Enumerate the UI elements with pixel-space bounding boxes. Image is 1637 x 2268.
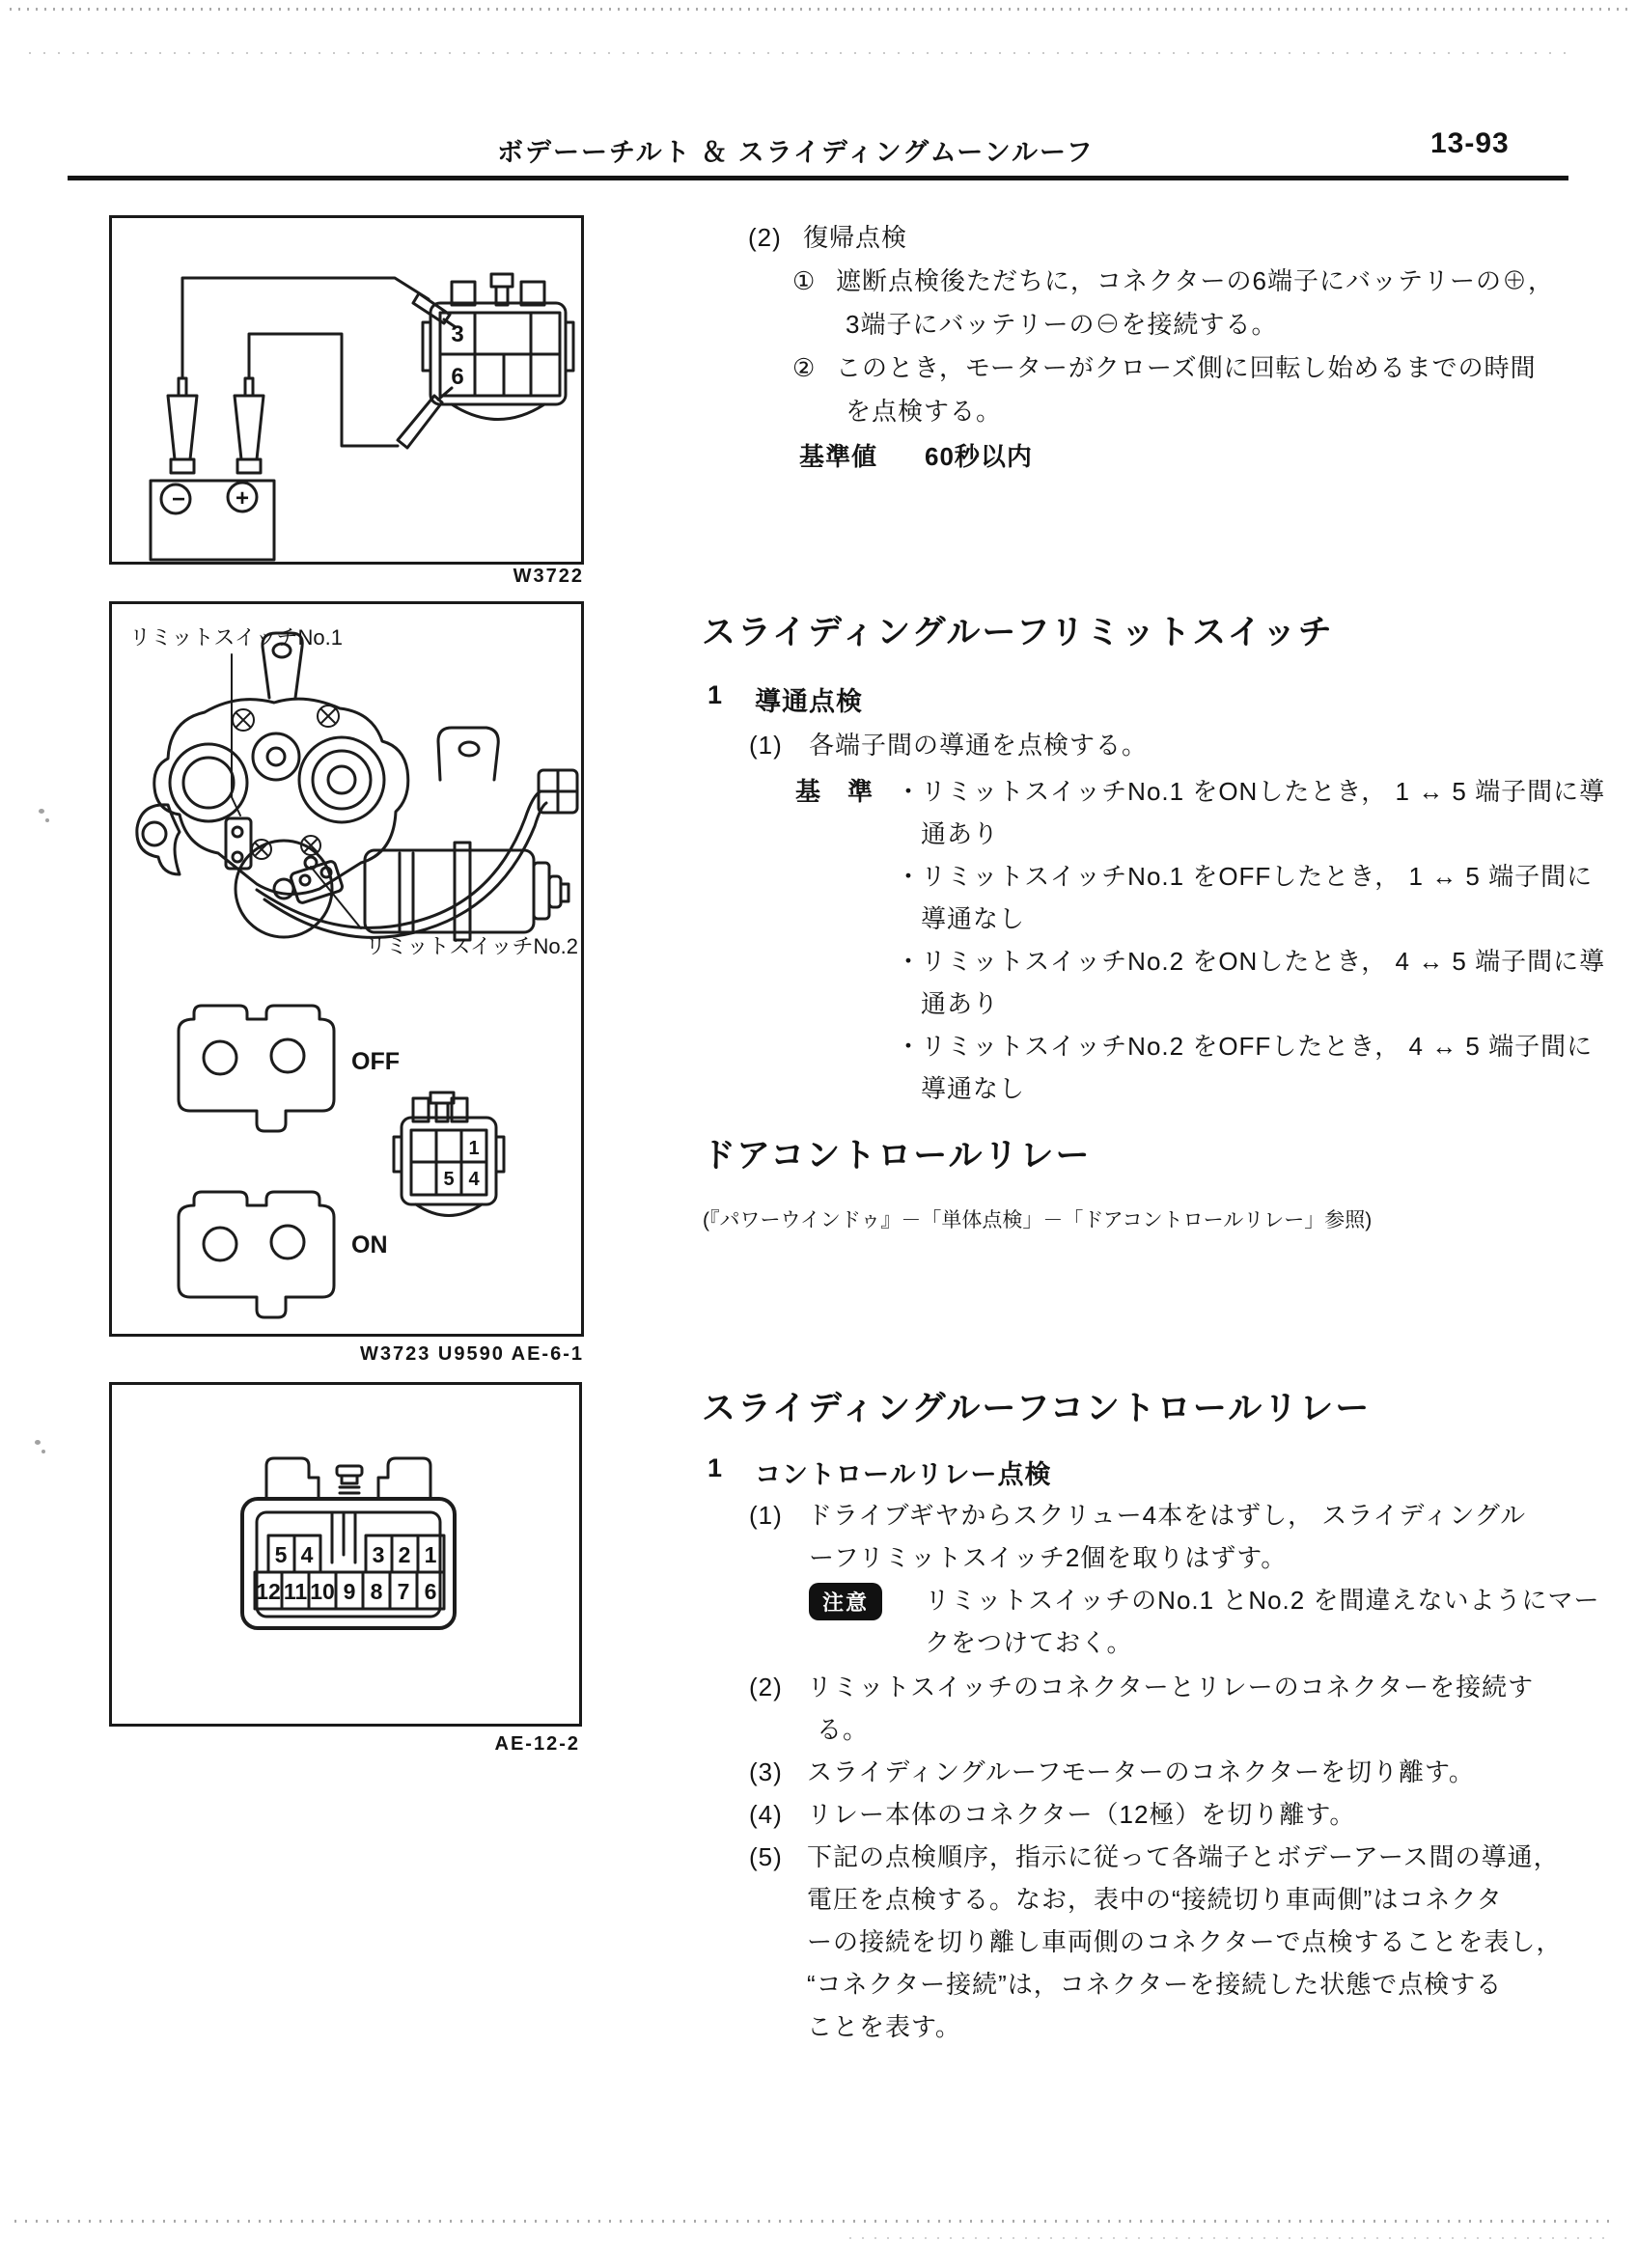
bullet-mark: ・	[896, 1032, 923, 1061]
figure-battery-connector	[109, 215, 584, 565]
page-number: 13-93	[1430, 127, 1510, 159]
relay-pin-label: 10	[310, 1579, 335, 1604]
scan-speck	[35, 1440, 41, 1445]
relay-pin-label: 2	[398, 1542, 411, 1567]
scan-speck	[45, 818, 49, 822]
note-text: リミットスイッチのNo.1 とNo.2 を間違えないようにマー	[925, 1586, 1600, 1615]
pin1-label: 1	[468, 1138, 480, 1159]
item-text: る。	[817, 1715, 870, 1744]
relay-pin-label: 5	[274, 1542, 288, 1567]
relay-pin-label: 1	[424, 1542, 437, 1567]
scan-speck	[39, 809, 44, 814]
standard-label: 基準値	[799, 442, 878, 471]
relay-pin-label: 7	[397, 1579, 410, 1604]
bullet-text: リミットスイッチNo.1 をONしたとき， 1 ↔ 5 端子間に導	[921, 777, 1606, 806]
figure-caption: W3723 U9590 AE-6-1	[359, 1343, 584, 1365]
item-text: “コネクター接続”は，コネクターを接続した状態で点検する	[807, 1970, 1503, 1999]
step-number: ①	[792, 266, 817, 295]
step-text: 遮断点検後ただちに，コネクターの6端子にバッテリーの⊕，	[836, 266, 1554, 295]
scan-noise-bottom2	[849, 2237, 1612, 2239]
bullet-text: 通あり	[921, 989, 1000, 1018]
item-number: (3)	[749, 1757, 783, 1786]
caution-badge: 注意	[809, 1583, 882, 1620]
step-text: を点検する。	[846, 397, 1003, 426]
reference-text: (『パワーウインドゥ』－「単体点検」－「ドアコントロールリレー」参照)	[703, 1209, 1373, 1231]
bullet-text: リミットスイッチNo.1 をOFFしたとき， 1 ↔ 5 端子間に	[921, 862, 1594, 891]
bullet-text: 通あり	[921, 819, 1000, 848]
pin5-label: 5	[443, 1169, 455, 1190]
battery-minus-label: −	[171, 486, 186, 512]
figure-caption: W3722	[513, 566, 584, 587]
item-text: スライディングルーフモーターのコネクターを切り離す。	[807, 1757, 1475, 1786]
figure-limit-switch-assembly	[109, 601, 584, 1337]
sub-number: 1	[708, 1453, 724, 1482]
scan-speck	[42, 1450, 45, 1453]
scan-noise-bottom	[14, 2220, 1617, 2223]
off-label: OFF	[351, 1048, 400, 1075]
relay-pin-label: 8	[370, 1579, 383, 1604]
limit-switch1-label: リミットスイッチNo.1	[129, 625, 343, 650]
step-number: ②	[792, 353, 817, 382]
item-number: (2)	[749, 1673, 783, 1701]
relay-pin-label: 4	[300, 1542, 314, 1567]
item-title: 復帰点検	[803, 223, 908, 252]
bullet-text: 導通なし	[921, 1074, 1026, 1103]
relay-pin-label: 3	[372, 1542, 385, 1567]
sub-title: コントロールリレー点検	[755, 1460, 1052, 1489]
scan-noise-top	[10, 8, 1627, 11]
step-text: 3端子にバッテリーの⊖を接続する。	[846, 310, 1278, 339]
page-title: ボデーーチルト ＆ スライディングムーンルーフ	[497, 138, 1095, 167]
section-heading: スライディングルーフコントロールリレー	[702, 1390, 1372, 1427]
bullet-mark: ・	[896, 777, 923, 806]
header-rule	[68, 176, 1568, 180]
scan-noise-top2	[29, 52, 1573, 54]
relay-pin-label: 9	[343, 1579, 356, 1604]
item-number: (1)	[749, 731, 783, 760]
bullet-text: 導通なし	[921, 904, 1026, 933]
relay-pin-label: 11	[283, 1579, 308, 1604]
battery-plus-label: +	[235, 485, 250, 512]
on-label: ON	[351, 1231, 388, 1258]
section-heading: スライディングルーフリミットスイッチ	[702, 614, 1334, 651]
relay-connector-diagram	[112, 1385, 579, 1724]
item-text: リレー本体のコネクター（12極）を切り離す。	[807, 1800, 1356, 1829]
figure-relay-connector	[109, 1382, 582, 1727]
relay-pin-label: 6	[424, 1579, 437, 1604]
item-number: (4)	[749, 1800, 783, 1829]
test-lead-wire	[249, 334, 398, 446]
item-text: 電圧を点検する。なお，表中の“接続切り車両側”はコネクタ	[807, 1885, 1503, 1914]
item-number: (1)	[749, 1501, 783, 1530]
pin4-label: 4	[468, 1169, 480, 1190]
section-heading: ドアコントロールリレー	[702, 1137, 1092, 1175]
sub-title: 導通点検	[755, 687, 863, 716]
connector-pin6-label: 6	[451, 364, 464, 390]
bullet-text: リミットスイッチNo.2 をOFFしたとき， 4 ↔ 5 端子間に	[921, 1032, 1594, 1061]
item-text: ドライブギヤからスクリュー4本をはずし， スライディングル	[807, 1501, 1527, 1530]
bullet-text: リミットスイッチNo.2 をONしたとき， 4 ↔ 5 端子間に導	[921, 947, 1606, 976]
limit-switch2-label: リミットスイッチNo.2	[365, 934, 578, 958]
bullet-mark: ・	[896, 947, 923, 976]
note-text: クをつけておく。	[925, 1628, 1133, 1657]
item-text: 各端子間の導通を点検する。	[809, 731, 1149, 760]
limit-switch-diagram	[112, 604, 581, 1334]
step-text: このとき，モーターがクローズ側に回転し始めるまでの時間	[836, 353, 1537, 382]
battery-connector-diagram	[112, 218, 581, 562]
item-number: (5)	[749, 1842, 783, 1871]
standard-value: 60秒以内	[925, 442, 1033, 471]
item-text: ことを表す。	[807, 2012, 961, 2041]
standard-label: 基 準	[795, 777, 874, 806]
item-text: 下記の点検順序，指示に従って各端子とボデーアース間の導通，	[807, 1842, 1560, 1871]
sub-number: 1	[708, 680, 724, 709]
relay-pin-label: 12	[256, 1579, 281, 1604]
figure-caption: AE-12-2	[494, 1733, 580, 1755]
connector-pin3-label: 3	[451, 321, 464, 347]
test-lead-wire	[182, 278, 429, 378]
item-text: ーフリミットスイッチ2個を取りはずす。	[809, 1543, 1288, 1572]
item-text: ーの接続を切り離し車両側のコネクターで点検することを表し，	[807, 1927, 1563, 1956]
item-text: リミットスイッチのコネクターとリレーのコネクターを接続す	[807, 1673, 1535, 1701]
item-number: (2)	[748, 223, 782, 252]
bullet-mark: ・	[896, 862, 923, 891]
